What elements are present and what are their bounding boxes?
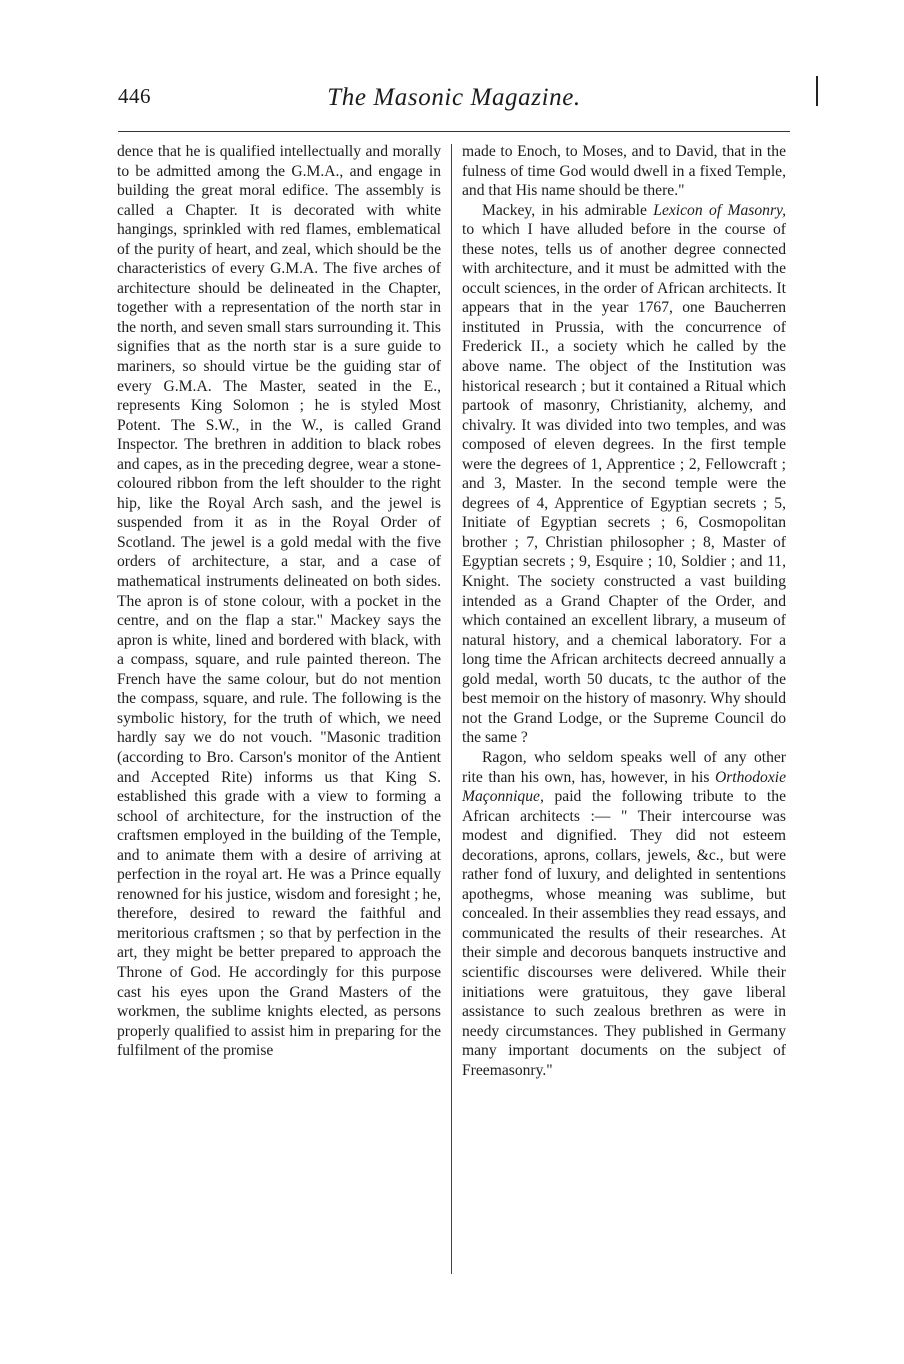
paragraph-text: Mackey, in his admirable bbox=[482, 201, 654, 219]
page-header bbox=[118, 80, 790, 120]
header-rule bbox=[118, 131, 790, 132]
book-title-orthodoxie: Orthodoxie Maçonnique, bbox=[462, 768, 786, 806]
book-title-lexicon: Lexicon of Masonry, bbox=[653, 201, 786, 219]
right-column bbox=[462, 142, 786, 1080]
running-title: The Masonic Magazine. bbox=[327, 84, 581, 111]
left-column bbox=[117, 142, 441, 1061]
margin-mark bbox=[816, 76, 818, 106]
right-paragraph-2 bbox=[462, 201, 786, 748]
right-paragraph-1: made to Enoch, to Moses, and to David, that in the fulness of time God would dwell in a fixed Temple, and that His name should be there." bbox=[462, 143, 786, 200]
left-paragraph: dence that he is qualified intellectually and morally to be admitted among the G.M.A., and engage in building the great moral edifice. The assembly is called a Chapter. It is decorated with white hangings, sprinkled with red flames, emblematical of the purity of heart, and zeal, which should be the characteristics of every G.M.A. The five arches of architecture should be delineated in the Chapter, together with a representation of the north star in the north, and seven small stars surrounding it. This signifies that as the north star is a sure guide to mariners, so should virtue be the guiding star of every G.M.A. The Master, seated in the E., represents King Solomon ; he is styled Most Potent. The S.W., in the W., is called Grand Inspector. The brethren in addition to black robes and capes, as in the preceding degree, wear a stone-coloured ribbon from the left shoulder to the right hip, like the Royal Arch sash, and the jewel is suspended from it as in the Royal Order of Scotland. The jewel is a gold medal with the five orders of architecture, a star, and a case of mathematical instruments delineated on both sides. The apron is of stone colour, with a pocket in the centre, and on the flap a star." Mackey says the apron is white, lined and bordered with black, with a compass, square, and rule painted thereon. The French have the same colour, but do not mention the compass, square, and rule. The following is the symbolic history, for the truth of which, we need hardly say we do not vouch. "Masonic tradition (according to Bro. Carson's monitor of the Antient and Accepted Rite) informs us that King S. established this grade with a view to forming a school of architecture, for the instruction of the craftsmen employed in the building of the Temple, and to animate them with a desire of arriving at perfection in the royal art. He was a Prince equally renowned for his justice, wisdom and foresight ; he, therefore, desired to reward the faithful and meritorious craftsmen ; so that by perfection in the art, they might be better prepared to approach the Throne of God. He accordingly for this purpose cast his eyes upon the Grand Masters of the workmen, the sublime knights elected, as persons properly qualified to assist him in preparing for the fulfilment of the promise bbox=[117, 143, 441, 1060]
page-number: 446 bbox=[118, 84, 151, 108]
paragraph-text: Ragon, who seldom speaks well of any other rite than his own, has, however, in his bbox=[462, 748, 786, 786]
paragraph-text: paid the following tribute to the African architects :— " Their intercourse was modest and dignified. They did not esteem decorations, aprons, collars, jewels, &c., but were rather fond of luxury, and delighted in sententions apothegms, whose meaning was sublime, but concealed. In their assemblies they read essays, and communicated the results of their researches. At their simple and decorous banquets instructive and scientific discourses were delivered. While their initiations were gratuitous, they gave liberal assistance to such zealous brethren as were in needy circumstances. They published in Germany many important documents on the subject of Freemasonry." bbox=[462, 788, 786, 1079]
column-divider bbox=[451, 144, 452, 1274]
right-paragraph-3 bbox=[462, 748, 786, 1080]
paragraph-text: to which I have alluded before in the course of these notes, tells us of another degree connected with architecture, and it must be admitted with the occult sciences, in the order of African architects. It appears that in the year 1767, one Baucherren instituted in Prussia, with the concurrence of Frederick II., a society which he called by the above name. The object of the Institution was historical research ; but it contained a Ritual which partook of masonry, Christianity, alchemy, and chivalry. It was divided into two temples, and was composed of eleven degrees. In the first temple were the degrees of 1, Apprentice ; 2, Fellowcraft ; and 3, Master. In the second temple were the degrees of 4, Apprentice of Egyptian secrets ; 5, Initiate of Egyptian secrets ; 6, Cosmopolitan brother ; 7, Christian philosopher ; 8, Master of Egyptian secrets ; 9, Esquire ; 10, Soldier ; and 11, Knight. The society constructed a vast building intended as a Grand Chapter of the Order, and which contained an excellent library, a museum of natural history, and a chemical laboratory. For a long time the African architects decreed annually a gold medal, worth 50 ducats, tc the author of the best memoir on the history of masonry. Why should not the Grand Lodge, or the Supreme Council do the same ? bbox=[462, 221, 786, 747]
